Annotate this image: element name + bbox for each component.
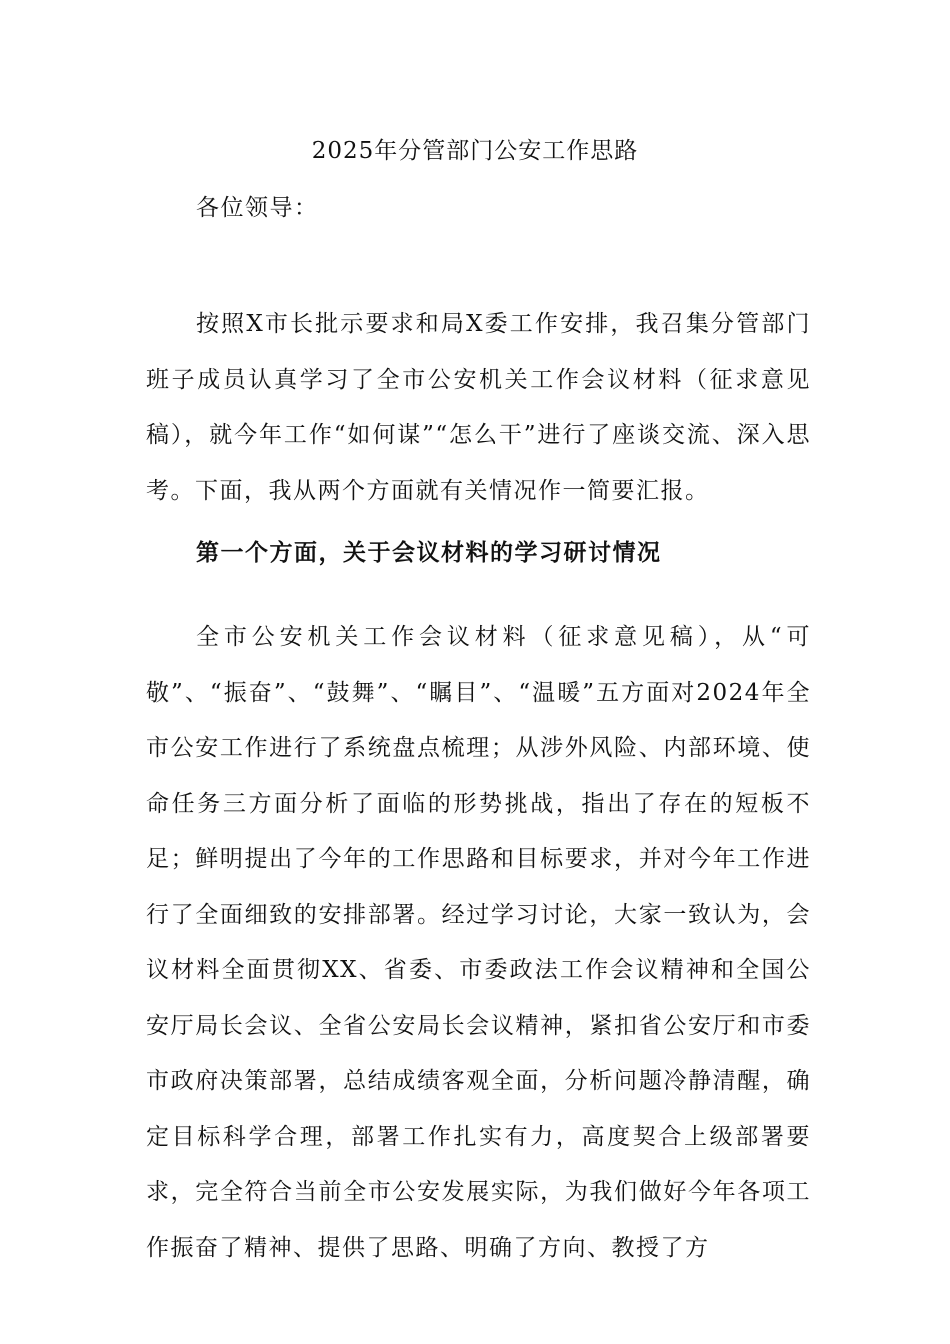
paragraph-study-discussion: 全市公安机关工作会议材料（征求意见稿），从“可敬”、“振奋”、“鼓舞”、“瞩目”、“温暖”五方面对2024年全市公安工作进行了系统盘点梳理；从涉外风险、内部环境、使命任务三方面分析了面临的形势挑战，指出了存在的短板不足；鲜明提出了今年的工作思路和目标要求，并对今年工作进行了全面细致的安排部署。经过学习讨论，大家一致认为，会议材料全面贯彻XX、省委、市委政法工作会议精神和全国公安厅局长会议、全省公安局长会议精神，紧扣省公安厅和市委市政府决策部署，总结成绩客观全面，分析问题冷静清醒，确定目标科学合理，部署工作扎实有力，高度契合上级部署要求，完全符合当前全市公安发展实际，为我们做好今年各项工作振奋了精神、提供了思路、明确了方向、教授了方 — [146, 624, 811, 1261]
salutation: 各位领导： — [196, 195, 319, 221]
paragraph-intro: 按照X市长批示要求和局X委工作安排，我召集分管部门班子成员认真学习了全市公安机关工作会议材料（征求意见稿），就今年工作“如何谋”“怎么干”进行了座谈交流、深入思考。下面，我从两个方面就有关情况作一简要汇报。 — [146, 311, 811, 504]
document-title: 2025年分管部门公安工作思路 — [311, 138, 639, 164]
section-heading: 第一个方面，关于会议材料的学习研讨情况 — [196, 539, 662, 566]
